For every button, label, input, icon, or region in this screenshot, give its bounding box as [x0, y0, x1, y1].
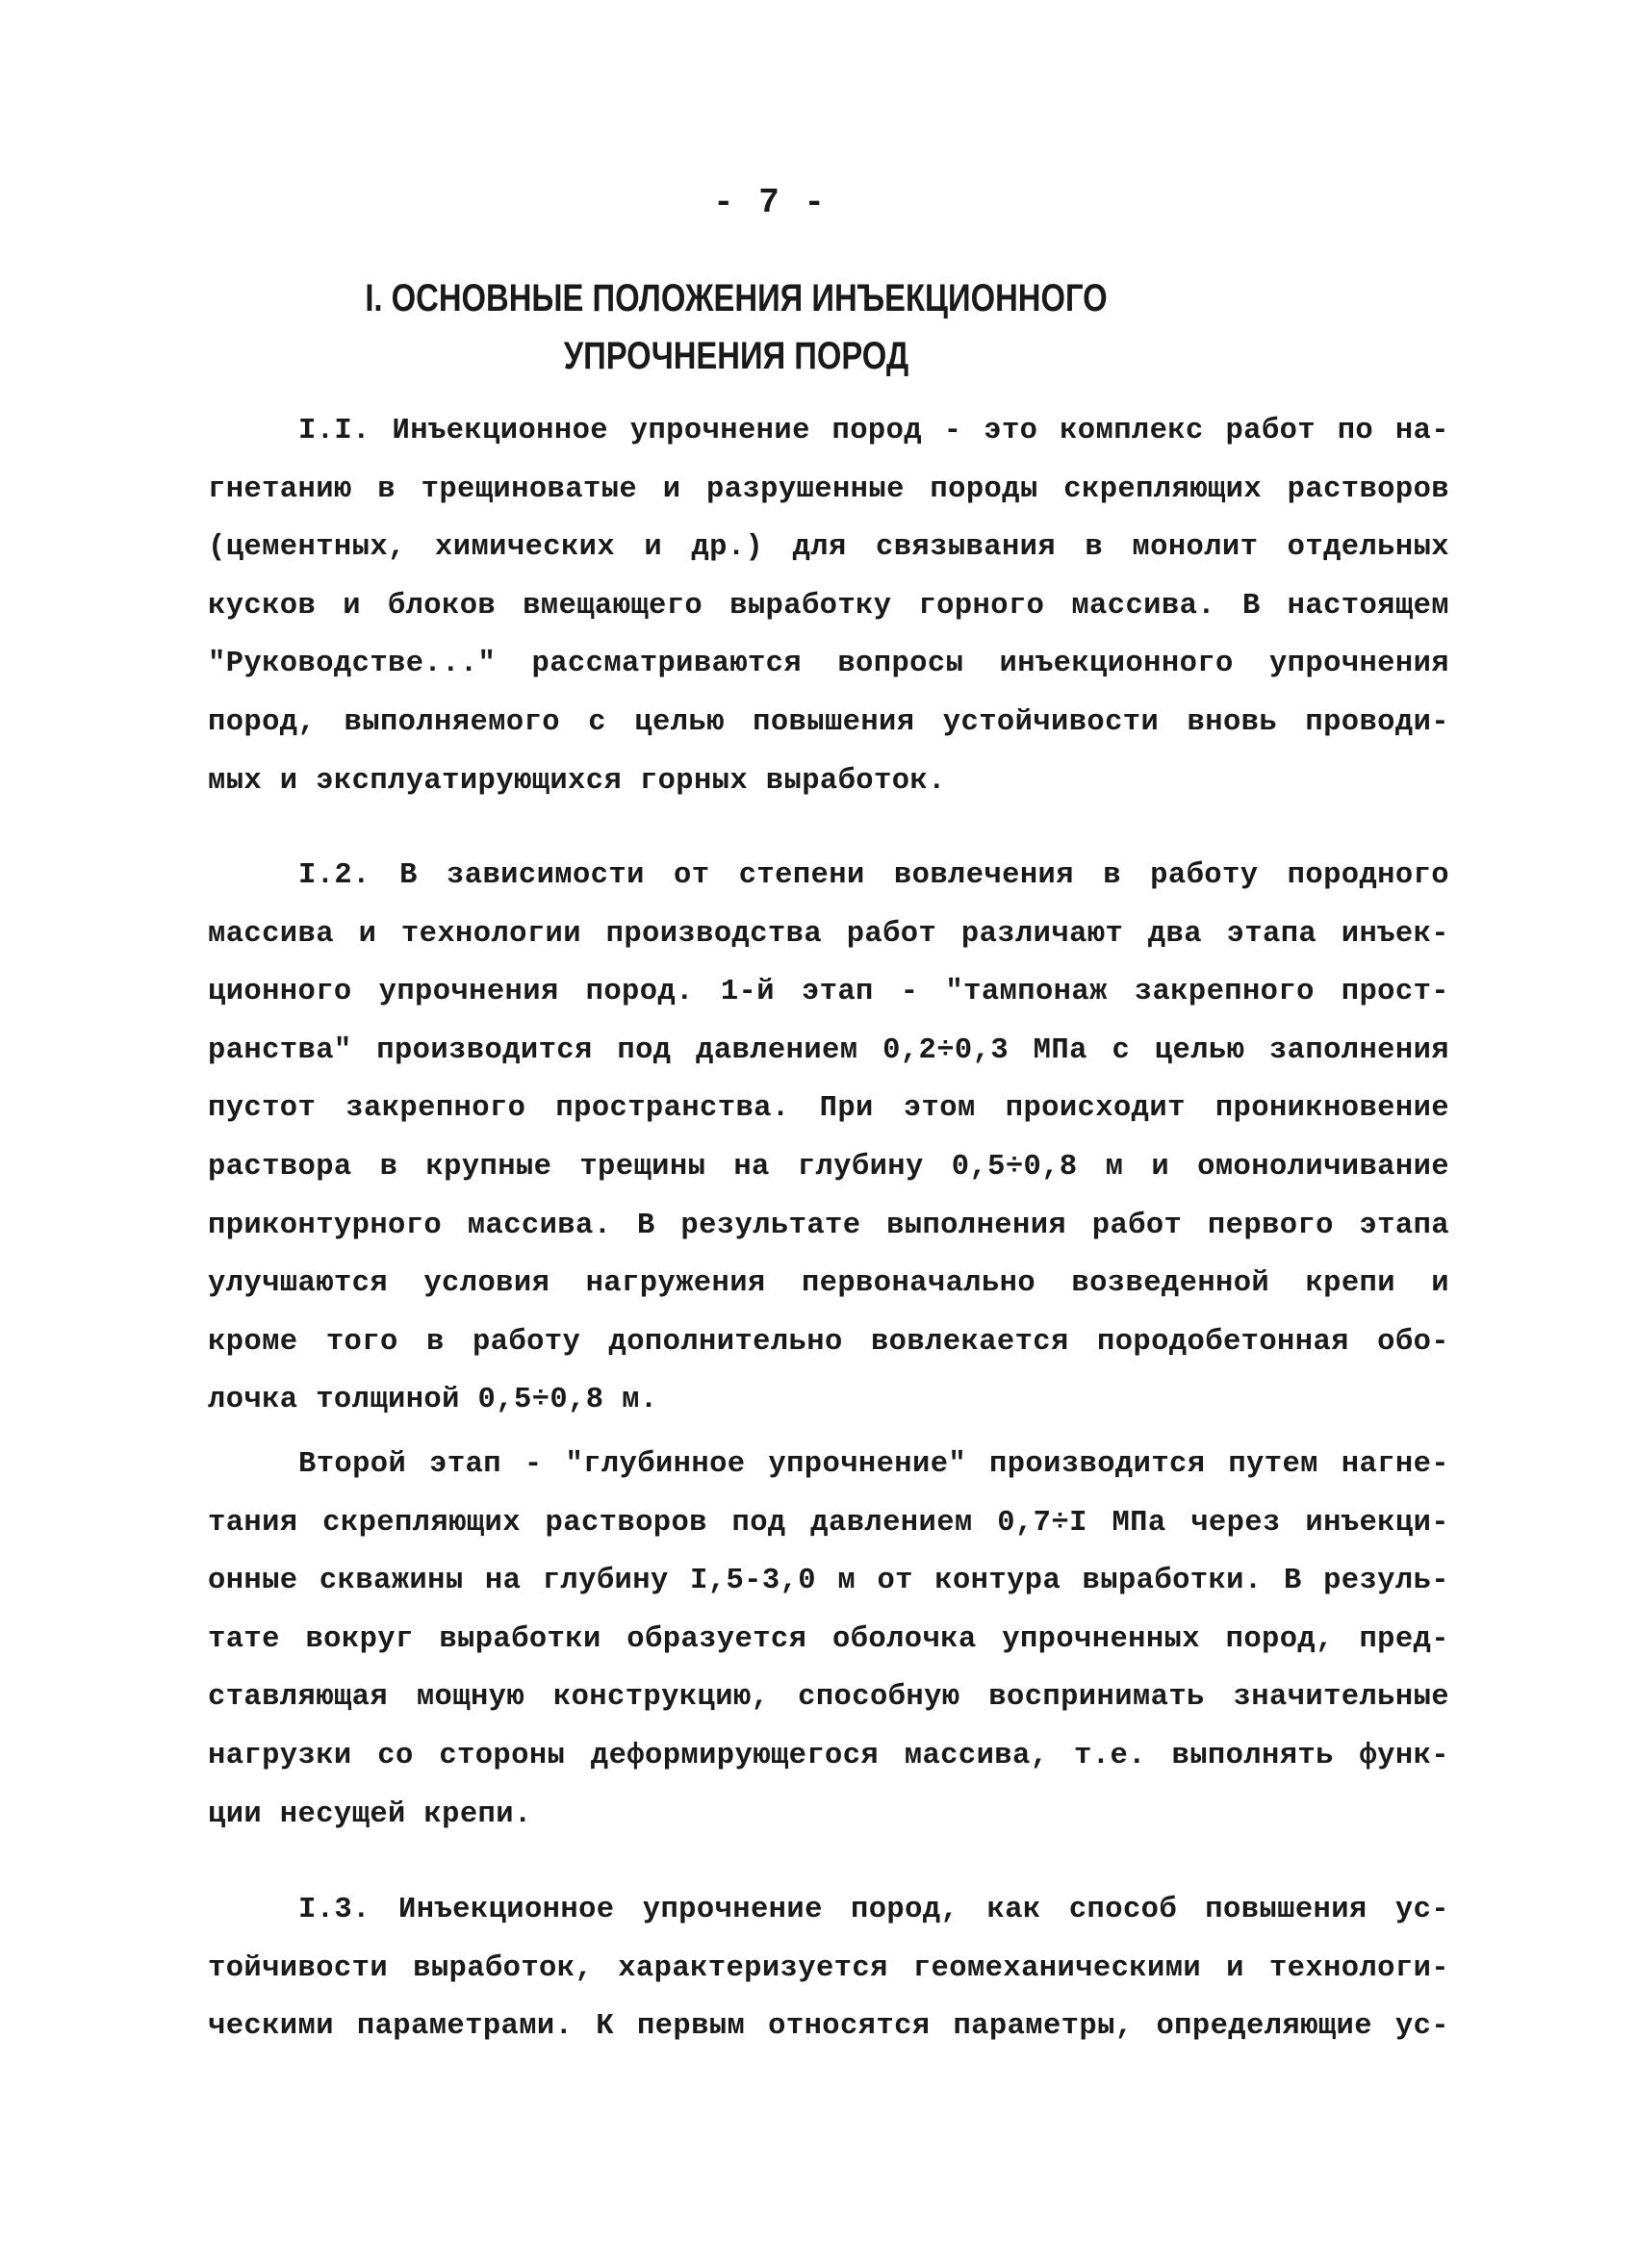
section-heading: [133, 269, 1341, 385]
text-line: тания скрепляющих растворов под давлением 0,7÷I МПа через инъекци-: [208, 1506, 1449, 1540]
text-line: ранства" производится под давлением 0,2÷0,3 МПа с целью заполнения: [208, 1033, 1449, 1067]
text-line: пород, выполняемого с целью повышения устойчивости вновь проводи-: [208, 705, 1449, 739]
text-line: гнетанию в трещиноватые и разрушенные породы скрепляющих растворов: [208, 472, 1449, 506]
text-line: (цементных, химических и др.) для связывания в монолит отдельных: [208, 531, 1449, 565]
text-line: Второй этап - "глубинное упрочнение" производится путем нагне-: [298, 1448, 1449, 1481]
text-line: I.3. Инъекционное упрочнение пород, как способ повышения ус-: [298, 1894, 1449, 1926]
paragraph-1-1: [208, 402, 1449, 810]
text-line: массива и технологии производства работ различают два этапа инъек-: [208, 917, 1449, 951]
text-line: приконтурного массива. В результате выполнения работ первого этапа: [208, 1209, 1449, 1242]
text-line: лочка толщиной 0,5÷0,8 м.: [208, 1384, 658, 1417]
text-line: улучшаются условия нагружения первоначально возведенной крепи и: [208, 1267, 1449, 1301]
section-heading-line-2: УПРОЧНЕНИЯ ПОРОД: [563, 335, 909, 377]
text-line: пустот закрепного пространства. При этом происходит проникновение: [208, 1092, 1449, 1126]
text-line: мых и эксплуатирующихся горных выработок.: [208, 764, 946, 798]
text-line: раствора в крупные трещины на глубину 0,5÷0,8 м и омоноличивание: [208, 1150, 1449, 1184]
text-line: онные скважины на глубину I,5-3,0 м от контура выработки. В резуль-: [208, 1565, 1449, 1598]
paragraph-second-stage: [208, 1436, 1449, 1844]
text-line: I.2. В зависимости от степени вовлечения в работу породного: [298, 859, 1449, 892]
text-line: кроме того в работу дополнительно вовлекается породобетонная обо-: [208, 1325, 1449, 1359]
text-line: тате вокруг выработки образуется оболочка упрочненных пород, пред-: [208, 1622, 1449, 1656]
paragraph-1-2: [208, 847, 1449, 1430]
text-line: ции несущей крепи.: [208, 1797, 532, 1831]
text-line: тойчивости выработок, характеризуется геомеханическими и технологи-: [208, 1951, 1449, 1985]
text-line: ционного упрочнения пород. 1-й этап - "тампонаж закрепного прост-: [208, 976, 1449, 1009]
page-number: - 7 -: [712, 183, 828, 222]
text-line: нагрузки со стороны деформирующегося массива, т.е. выполнять функ-: [208, 1739, 1449, 1772]
text-line: ставляющая мощную конструкцию, способную воспринимать значительные: [208, 1681, 1449, 1715]
text-line: "Руководстве..." рассматриваются вопросы инъекционного упрочнения: [208, 648, 1449, 681]
text-line: кусков и блоков вмещающего выработку горного массива. В настоящем: [208, 589, 1449, 623]
text-line: ческими параметрами. К первым относятся параметры, определяющие ус-: [208, 2010, 1449, 2044]
section-heading-line-1: I. ОСНОВНЫЕ ПОЛОЖЕНИЯ ИНЪЕКЦИОННОГО: [365, 277, 1108, 319]
paragraph-1-3: [208, 1881, 1449, 2056]
text-line: I.I. Инъекционное упрочнение пород - это комплекс работ по на-: [298, 415, 1449, 447]
